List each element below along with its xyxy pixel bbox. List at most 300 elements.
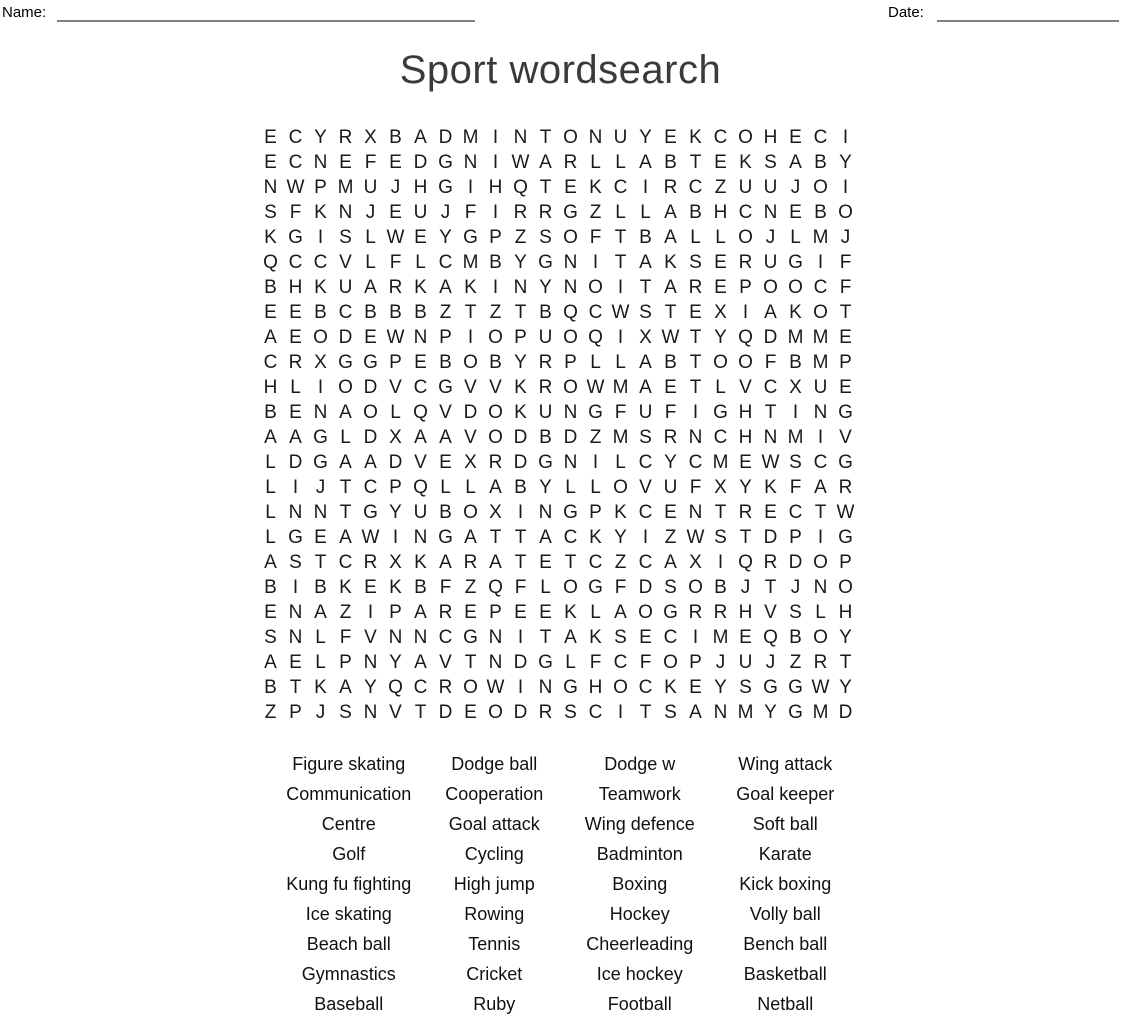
grid-letter: P xyxy=(314,176,327,198)
grid-letter: I xyxy=(617,276,624,298)
grid-letter: O xyxy=(613,476,628,498)
grid-letter: K xyxy=(614,501,627,523)
grid-letter: N xyxy=(463,151,478,173)
grid-letter: O xyxy=(738,226,753,248)
grid-letter: G xyxy=(313,451,328,473)
grid-letter: G xyxy=(363,501,378,523)
grid-letter: C xyxy=(288,151,303,173)
grid-letter: L xyxy=(815,601,826,623)
grid-letter: W xyxy=(286,176,305,198)
grid-letter: F xyxy=(514,576,527,598)
grid-letter: T xyxy=(639,701,652,723)
grid-letter: O xyxy=(738,351,753,373)
grid-letter: D xyxy=(513,701,528,723)
grid-letter: O xyxy=(488,326,503,348)
grid-letter: D xyxy=(513,651,528,673)
grid-letter: I xyxy=(842,126,849,148)
grid-letter: A xyxy=(439,276,452,298)
word-item: Kick boxing xyxy=(739,873,832,894)
grid-letter: C xyxy=(263,351,278,373)
word-item: Tennis xyxy=(468,933,521,954)
grid-letter: U xyxy=(663,476,678,498)
grid-letter: B xyxy=(364,301,377,323)
grid-letter: G xyxy=(438,176,453,198)
grid-letter: G xyxy=(363,351,378,373)
grid-letter: M xyxy=(812,701,829,723)
wordsearch-grid xyxy=(258,125,858,725)
grid-letter: E xyxy=(739,626,752,648)
grid-letter: A xyxy=(764,301,777,323)
grid-letter: H xyxy=(713,201,728,223)
grid-letter: E xyxy=(839,326,852,348)
grid-letter: Q xyxy=(413,476,428,498)
grid-letter: Q xyxy=(763,626,778,648)
grid-letter: R xyxy=(563,151,578,173)
grid-letter: M xyxy=(812,326,829,348)
grid-letter: K xyxy=(589,626,602,648)
grid-letter: F xyxy=(839,251,852,273)
grid-letter: C xyxy=(663,626,678,648)
grid-letter: O xyxy=(563,226,578,248)
grid-letter: X xyxy=(464,451,477,473)
grid-letter: G xyxy=(338,351,353,373)
grid-letter: Y xyxy=(614,526,627,548)
grid-letter: P xyxy=(389,476,402,498)
grid-letter: J xyxy=(390,176,401,198)
word-item: Ice skating xyxy=(305,903,392,924)
grid-letter: F xyxy=(364,151,377,173)
grid-letter: Y xyxy=(439,226,452,248)
grid-letter: J xyxy=(315,701,326,723)
grid-letter: H xyxy=(588,676,603,698)
grid-letter: S xyxy=(539,226,552,248)
grid-letter: B xyxy=(539,426,552,448)
grid-letter: P xyxy=(589,501,602,523)
grid-letter: L xyxy=(265,451,276,473)
grid-letter: G xyxy=(463,626,478,648)
grid-letter: L xyxy=(265,501,276,523)
grid-letter: J xyxy=(840,226,851,248)
grid-letter: T xyxy=(289,676,302,698)
grid-letter: O xyxy=(488,426,503,448)
grid-letter: E xyxy=(714,276,727,298)
grid-letter: G xyxy=(538,451,553,473)
grid-letter: A xyxy=(264,326,277,348)
grid-letter: O xyxy=(813,301,828,323)
grid-letter: E xyxy=(664,376,677,398)
grid-letter: G xyxy=(463,226,478,248)
grid-letter: T xyxy=(639,276,652,298)
grid-letter: I xyxy=(292,576,299,598)
grid-letter: K xyxy=(789,301,802,323)
grid-letter: N xyxy=(763,426,778,448)
grid-letter: I xyxy=(617,701,624,723)
grid-letter: Z xyxy=(614,551,627,573)
word-item: Hockey xyxy=(609,903,670,924)
grid-letter: E xyxy=(389,151,402,173)
grid-letter: G xyxy=(588,401,603,423)
grid-letter: E xyxy=(339,151,352,173)
grid-letter: E xyxy=(664,126,677,148)
grid-letter: T xyxy=(689,151,702,173)
grid-letter: C xyxy=(438,251,453,273)
grid-letter: N xyxy=(313,151,328,173)
grid-letter: X xyxy=(389,426,402,448)
grid-letter: O xyxy=(688,576,703,598)
grid-letter: V xyxy=(489,376,502,398)
grid-letter: Y xyxy=(539,276,552,298)
grid-letter: N xyxy=(588,126,603,148)
grid-letter: T xyxy=(564,551,577,573)
word-item: Beach ball xyxy=(306,933,391,954)
grid-letter: W xyxy=(386,226,405,248)
grid-letter: J xyxy=(365,201,376,223)
grid-letter: A xyxy=(314,601,327,623)
grid-letter: O xyxy=(738,126,753,148)
grid-letter: K xyxy=(589,526,602,548)
grid-letter: I xyxy=(642,176,649,198)
grid-letter: N xyxy=(263,176,278,198)
grid-letter: S xyxy=(289,551,302,573)
grid-letter: L xyxy=(590,601,601,623)
grid-letter: I xyxy=(317,226,324,248)
grid-letter: R xyxy=(813,651,828,673)
grid-letter: N xyxy=(488,651,503,673)
grid-letter: N xyxy=(488,626,503,648)
grid-letter: G xyxy=(838,526,853,548)
grid-letter: T xyxy=(689,351,702,373)
grid-letter: K xyxy=(664,251,677,273)
grid-letter: N xyxy=(388,626,403,648)
grid-letter: R xyxy=(713,601,728,623)
grid-letter: A xyxy=(814,476,827,498)
grid-letter: O xyxy=(838,201,853,223)
grid-letter: O xyxy=(313,326,328,348)
grid-letter: U xyxy=(538,326,553,348)
grid-letter: B xyxy=(264,576,277,598)
word-item: High jump xyxy=(453,873,535,894)
grid-letter: A xyxy=(264,551,277,573)
grid-letter: T xyxy=(739,526,752,548)
grid-letter: S xyxy=(789,451,802,473)
grid-letter: A xyxy=(289,426,302,448)
word-item: Cooperation xyxy=(445,783,544,804)
grid-letter: O xyxy=(663,651,678,673)
grid-letter: K xyxy=(739,151,752,173)
grid-letter: N xyxy=(288,501,303,523)
grid-letter: S xyxy=(664,576,677,598)
word-item: Basketball xyxy=(743,963,827,984)
grid-letter: S xyxy=(664,701,677,723)
grid-letter: K xyxy=(464,276,477,298)
grid-letter: A xyxy=(364,276,377,298)
grid-letter: K xyxy=(589,176,602,198)
grid-letter: F xyxy=(839,276,852,298)
grid-letter: C xyxy=(763,376,778,398)
grid-letter: A xyxy=(789,151,802,173)
grid-letter: I xyxy=(642,526,649,548)
word-item: Gymnastics xyxy=(301,963,396,984)
grid-letter: O xyxy=(638,601,653,623)
grid-letter: B xyxy=(264,276,277,298)
grid-letter: X xyxy=(639,326,652,348)
grid-letter: N xyxy=(363,651,378,673)
grid-letter: V xyxy=(764,601,777,623)
grid-letter: E xyxy=(414,351,427,373)
grid-letter: W xyxy=(761,451,780,473)
grid-letter: F xyxy=(789,476,802,498)
grid-letter: O xyxy=(338,376,353,398)
grid-letter: Y xyxy=(364,676,377,698)
grid-letter: A xyxy=(539,151,552,173)
grid-letter: M xyxy=(462,126,479,148)
grid-letter: L xyxy=(615,451,626,473)
grid-letter: G xyxy=(538,651,553,673)
grid-letter: E xyxy=(714,251,727,273)
grid-letter: W xyxy=(611,301,630,323)
grid-letter: L xyxy=(365,226,376,248)
grid-letter: I xyxy=(692,626,699,648)
grid-letter: V xyxy=(639,476,652,498)
grid-letter: K xyxy=(414,276,427,298)
word-item: Boxing xyxy=(612,873,668,894)
grid-letter: A xyxy=(264,426,277,448)
grid-letter: W xyxy=(811,676,830,698)
grid-letter: P xyxy=(489,601,502,623)
grid-letter: P xyxy=(514,326,527,348)
grid-letter: E xyxy=(789,126,802,148)
name-label: Name: xyxy=(2,4,47,21)
grid-letter: D xyxy=(838,701,853,723)
word-item: Teamwork xyxy=(598,783,681,804)
word-item: Goal keeper xyxy=(736,783,835,804)
grid-letter: N xyxy=(688,426,703,448)
grid-letter: M xyxy=(787,326,804,348)
grid-letter: A xyxy=(639,376,652,398)
word-item: Cricket xyxy=(466,963,523,984)
word-item: Wing attack xyxy=(738,753,833,774)
grid-letter: T xyxy=(764,576,777,598)
grid-letter: X xyxy=(314,351,327,373)
grid-letter: Z xyxy=(464,576,477,598)
grid-letter: H xyxy=(738,601,753,623)
grid-letter: F xyxy=(289,201,302,223)
grid-letter: L xyxy=(540,576,551,598)
grid-letter: P xyxy=(289,701,302,723)
grid-letter: E xyxy=(764,501,777,523)
grid-letter: C xyxy=(613,651,628,673)
grid-letter: G xyxy=(438,526,453,548)
grid-letter: U xyxy=(763,251,778,273)
grid-letter: G xyxy=(538,251,553,273)
grid-letter: Z xyxy=(664,526,677,548)
grid-letter: K xyxy=(764,476,777,498)
grid-letter: T xyxy=(814,501,827,523)
grid-letter: R xyxy=(738,501,753,523)
grid-letter: R xyxy=(663,176,678,198)
grid-letter: C xyxy=(338,551,353,573)
grid-letter: O xyxy=(563,376,578,398)
grid-letter: L xyxy=(615,351,626,373)
grid-letter: B xyxy=(414,301,427,323)
grid-letter: B xyxy=(414,576,427,598)
grid-letter: B xyxy=(664,151,677,173)
grid-letter: C xyxy=(613,176,628,198)
grid-letter: T xyxy=(714,501,727,523)
grid-letter: N xyxy=(313,501,328,523)
grid-letter: H xyxy=(838,601,853,623)
grid-letter: G xyxy=(588,576,603,598)
grid-letter: N xyxy=(538,676,553,698)
grid-letter: E xyxy=(439,451,452,473)
grid-letter: C xyxy=(638,551,653,573)
grid-letter: A xyxy=(264,651,277,673)
grid-letter: L xyxy=(390,401,401,423)
grid-letter: O xyxy=(488,401,503,423)
grid-letter: G xyxy=(763,676,778,698)
grid-letter: E xyxy=(514,601,527,623)
grid-letter: N xyxy=(288,626,303,648)
grid-letter: I xyxy=(492,151,499,173)
grid-letter: E xyxy=(264,601,277,623)
grid-letter: E xyxy=(739,451,752,473)
grid-letter: O xyxy=(563,326,578,348)
grid-letter: E xyxy=(414,226,427,248)
grid-letter: P xyxy=(839,351,852,373)
grid-letter: E xyxy=(389,201,402,223)
grid-letter: B xyxy=(714,576,727,598)
grid-letter: O xyxy=(463,501,478,523)
grid-letter: I xyxy=(317,376,324,398)
grid-letter: I xyxy=(592,251,599,273)
grid-letter: I xyxy=(792,401,799,423)
grid-letter: R xyxy=(838,476,853,498)
grid-letter: G xyxy=(788,251,803,273)
grid-letter: B xyxy=(489,251,502,273)
grid-letter: T xyxy=(514,551,527,573)
grid-letter: U xyxy=(538,401,553,423)
grid-letter: T xyxy=(489,526,502,548)
grid-letter: E xyxy=(264,151,277,173)
grid-letter: I xyxy=(517,501,524,523)
grid-letter: T xyxy=(664,301,677,323)
grid-letter: U xyxy=(613,126,628,148)
grid-letter: A xyxy=(439,551,452,573)
grid-letter: D xyxy=(363,376,378,398)
grid-letter: U xyxy=(638,401,653,423)
grid-letter: A xyxy=(489,476,502,498)
grid-letter: A xyxy=(364,451,377,473)
grid-letter: R xyxy=(513,201,528,223)
grid-letter: D xyxy=(563,426,578,448)
grid-letter: C xyxy=(413,376,428,398)
grid-letter: G xyxy=(563,201,578,223)
grid-letter: W xyxy=(686,526,705,548)
grid-letter: E xyxy=(689,301,702,323)
grid-letter: A xyxy=(414,601,427,623)
grid-letter: A xyxy=(614,601,627,623)
grid-letter: L xyxy=(465,476,476,498)
word-item: Football xyxy=(607,993,672,1014)
grid-letter: A xyxy=(689,701,702,723)
date-line xyxy=(937,20,1119,22)
grid-letter: D xyxy=(788,551,803,573)
grid-letter: K xyxy=(564,601,577,623)
grid-letter: P xyxy=(739,276,752,298)
grid-letter: A xyxy=(539,526,552,548)
grid-letter: V xyxy=(339,251,352,273)
grid-letter: V xyxy=(414,451,427,473)
grid-letter: C xyxy=(813,276,828,298)
grid-letter: A xyxy=(639,351,652,373)
grid-letter: A xyxy=(439,426,452,448)
grid-letter: B xyxy=(639,226,652,248)
grid-letter: T xyxy=(839,301,852,323)
grid-letter: U xyxy=(363,176,378,198)
grid-letter: G xyxy=(288,526,303,548)
grid-letter: L xyxy=(715,376,726,398)
grid-letter: E xyxy=(789,201,802,223)
grid-letter: A xyxy=(414,651,427,673)
grid-letter: X xyxy=(789,376,802,398)
grid-letter: O xyxy=(838,576,853,598)
grid-letter: I xyxy=(467,176,474,198)
grid-letter: G xyxy=(563,501,578,523)
grid-letter: Q xyxy=(413,401,428,423)
grid-letter: K xyxy=(664,676,677,698)
grid-letter: E xyxy=(639,626,652,648)
grid-letter: F xyxy=(339,626,352,648)
grid-letter: N xyxy=(538,501,553,523)
word-item: Centre xyxy=(321,813,376,834)
grid-letter: A xyxy=(639,251,652,273)
grid-letter: K xyxy=(514,376,527,398)
grid-letter: J xyxy=(440,201,451,223)
grid-letter: P xyxy=(439,326,452,348)
grid-letter: O xyxy=(763,276,778,298)
grid-letter: L xyxy=(265,476,276,498)
grid-letter: S xyxy=(614,626,627,648)
grid-letter: E xyxy=(564,176,577,198)
grid-letter: V xyxy=(739,376,752,398)
word-item: Communication xyxy=(286,783,412,804)
grid-letter: Z xyxy=(589,201,602,223)
grid-letter: O xyxy=(363,401,378,423)
grid-letter: V xyxy=(464,376,477,398)
grid-letter: Q xyxy=(563,301,578,323)
grid-letter: T xyxy=(464,301,477,323)
grid-letter: N xyxy=(313,401,328,423)
grid-letter: G xyxy=(438,151,453,173)
grid-letter: I xyxy=(492,276,499,298)
grid-letter: I xyxy=(842,176,849,198)
grid-letter: R xyxy=(688,276,703,298)
grid-letter: Q xyxy=(388,676,403,698)
grid-letter: O xyxy=(813,626,828,648)
grid-letter: C xyxy=(813,451,828,473)
grid-letter: C xyxy=(413,676,428,698)
grid-letter: N xyxy=(563,276,578,298)
grid-letter: L xyxy=(590,476,601,498)
word-item: Dodge w xyxy=(604,753,676,774)
grid-letter: B xyxy=(814,201,827,223)
grid-letter: G xyxy=(663,601,678,623)
grid-letter: U xyxy=(413,201,428,223)
grid-letter: H xyxy=(288,276,303,298)
grid-letter: N xyxy=(563,401,578,423)
grid-letter: Y xyxy=(839,626,852,648)
grid-letter: S xyxy=(789,601,802,623)
